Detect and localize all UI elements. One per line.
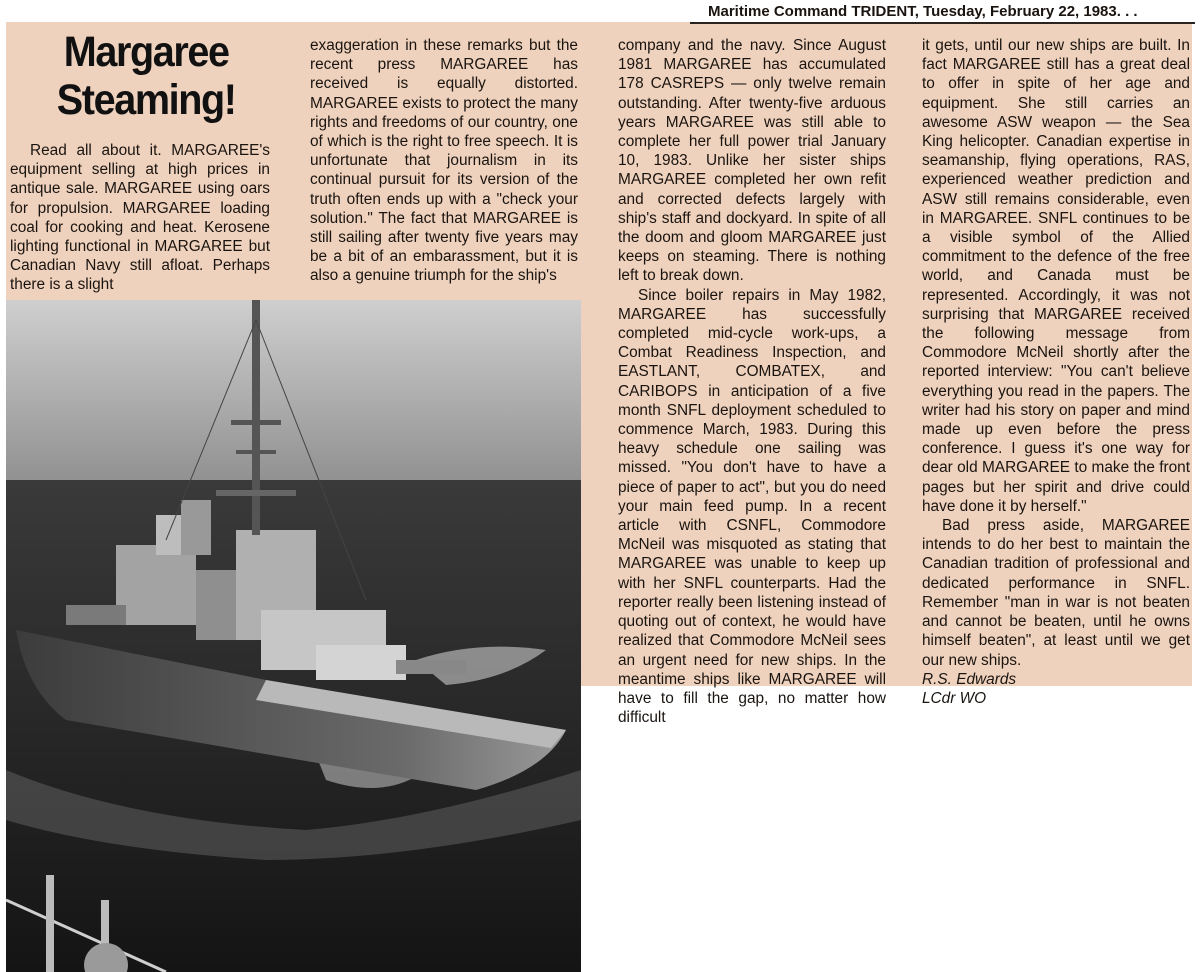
- article-paragraph: Since boiler repairs in May 1982, MARGAREE has successfully completed mid-cycle work-ups, a Combat Readiness Inspection, and EASTLANT, COMBATEX, and CARIBOPS in anticipation of a five month SNFL deployment scheduled to commence March, 1983. During this heavy schedule one sailing was missed. "You don't have to have a piece of paper to act", but you do need your main feed pump. In a recent article with CSNFL, Commodore McNeil was misquoted as stating that MARGAREE was unable to keep up with her SNFL counterparts. Had the reporter really been listening instead of quoting out of context, he would have realized that Commodore McNeil sees an urgent need for new ships. In the meantime ships like MARGAREE will have to fill the gap, no matter how difficult: [618, 286, 886, 727]
- article-paragraph: exaggeration in these remarks but the recent press MARGAREE has received is equally distorted. MARGAREE exists to protect the many rights and freedoms of our country, one of which is the right to free speech. It is unfortunate that journalism in its continual pursuit for its version of the truth often ends up with a "check your solution." The fact that MARGAREE is still sailing after twenty five years may be a bit of an embarassment, but it is also a genuine triumph for the ship's: [310, 37, 578, 285]
- signature-rank: LCdr WO: [922, 689, 987, 707]
- article-column-4: [922, 36, 1190, 708]
- clipping-cut-edge: [0, 0, 676, 24]
- headline-line-1: Margaree: [63, 28, 229, 76]
- destroyer-illustration: [6, 300, 581, 972]
- headline-line-2: Steaming!: [56, 76, 236, 124]
- article-paragraph: Bad press aside, MARGAREE intends to do her best to maintain the Canadian tradition of professional and dedicated performance in SNFL. Remember "man in war is not beaten and cannot be beaten, until he owns himself beaten", at least until we get our new ships.: [922, 517, 1190, 669]
- article-column-2: [310, 36, 578, 286]
- signature-name: R.S. Edwards: [922, 670, 1017, 688]
- headline: [22, 28, 270, 124]
- article-paragraph: company and the navy. Since August 1981 MARGAREE has accumulated 178 CASREPS — only twelve remain outstanding. After twenty-five arduous years MARGAREE was still able to complete her full power trial January 10, 1983. Unlike her sister ships MARGAREE completed her own refit and corrected defects largely with ship's staff and dockyard. In spite of all the doom and gloom MARGAREE just keeps on steaming. There is nothing left to break down.: [618, 37, 886, 285]
- ship-photo: [6, 300, 581, 972]
- masthead: Maritime Command TRIDENT, Tuesday, February 22, 1983. . .: [690, 2, 1195, 24]
- article-paragraph: Read all about it. MARGAREE's equipment selling at high prices in antique sale. MARGAREE using oars for propulsion. MARGAREE loading coal for cooking and heat. Kerosene lighting functional in MARGAREE but Canadian Navy still afloat. Perhaps there is a slight: [10, 142, 270, 294]
- article-paragraph: it gets, until our new ships are built. In fact MARGAREE still has a great deal to offer in spite of her age and equipment. She still carries an awesome ASW weapon — the Sea King helicopter. Canadian expertise in seamanship, flying operations, RAS, experienced weather prediction and ASW still remains considerable, even in MARGAREE. SNFL continues to be a visible symbol of the Allied commitment to the defence of the free world, and Canada must be represented. Accordingly, it was not surprising that MARGAREE received the following message from Commodore McNeil shortly after the reported interview: "You can't believe everything you read in the papers. The writer had his story on paper and mind made up even before the press conference. I guess it's one way for dear old MARGAREE to make the front pages but her spirit and drive could have done it by herself.": [922, 37, 1190, 515]
- article-column-3: [618, 36, 886, 727]
- article-column-1: [10, 141, 270, 295]
